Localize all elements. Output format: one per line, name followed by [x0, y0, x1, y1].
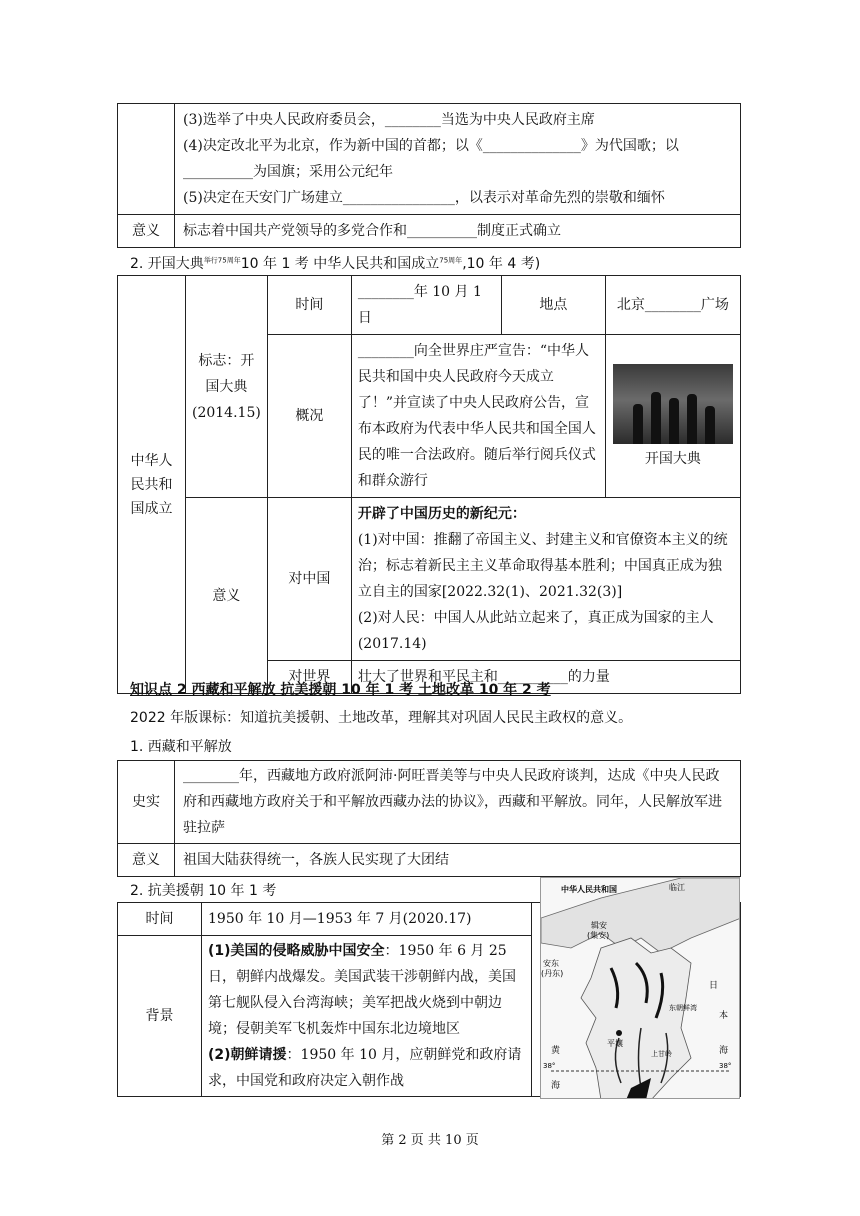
page-footer: 第 2 页 共 10 页: [381, 1133, 479, 1148]
founding-ceremony-photo: [613, 364, 733, 444]
tibet-fact-text: ________年，西藏地方政府派阿沛·阿旺晋美等与中央人民政府谈判，达成《中央人民政府和西藏地方政府关于和平解放西藏办法的协议》，西藏和平解放。同年，人民解放军进驻拉萨: [175, 761, 741, 844]
map-label-huang: 黄: [551, 1046, 561, 1056]
map-label-38-left: 38°: [543, 1062, 556, 1070]
prc-overview-text: ________向全世界庄严宣告：“中华人民共和国中央人民政府今天成立了！”并宣读了中央人民政府公告，宣布本政府为代表中华人民共和国全国人民的唯一合法政府。随后举行阅兵仪式和群众游行: [351, 335, 605, 498]
korea-heading: 2. 抗美援朝 10 年 1 考: [130, 883, 277, 899]
prc-time-value: ________年 10 月 1 日: [351, 276, 501, 335]
korea-background-label: 背景: [118, 936, 202, 1097]
prc-china-content: [351, 498, 740, 661]
prc-place-value: 北京________广场: [605, 276, 740, 335]
top-meaning-label: 意义: [118, 215, 175, 248]
curriculum-standard: 2022 年版课标：知道抗美援朝、土地改革，理解其对巩固人民民主政权的意义。: [130, 710, 633, 726]
prc-world-label: 对世界: [267, 661, 351, 694]
heading-sup-1: 举行75周年: [203, 256, 241, 265]
prc-china-point-2: (2)对人民：中国人从此站立起来了，真正成为国家的主人(2017.14): [357, 610, 714, 652]
korea-bg-2-text: ：1950 年 10 月，应朝鲜党和政府请求，中国党和政府决定入朝作战: [208, 1047, 522, 1089]
knowledge-point-2-heading: 知识点 2 西藏和平解放 抗美援朝 10 年 1 考 土地改革 10 年 2 考: [130, 682, 551, 698]
heading-main: 2. 开国大典: [130, 256, 204, 272]
map-label-jian-paren: (集安): [587, 931, 610, 940]
heading-end: ,10 年 4 考): [462, 256, 541, 272]
map-label-38-right: 38°: [719, 1062, 732, 1070]
top-row-5: (5)决定在天安门广场建立________________，以表示对革命先烈的崇敬和缅怀: [183, 190, 665, 206]
korean-war-map-svg: [541, 878, 740, 1099]
map-label-hai-east: 海: [719, 1046, 729, 1056]
map-label-hai-west: 海: [551, 1081, 561, 1091]
korea-time-label: 时间: [118, 903, 202, 936]
map-label-ben: 本: [719, 1011, 729, 1021]
tibet-meaning-text: 祖国大陆获得统一，各族人民实现了大团结: [175, 844, 741, 877]
section-heading-founding: [130, 253, 540, 273]
map-label-dandong: (丹东): [541, 969, 564, 978]
heading-mid: 10 年 1 考 中华人民共和国成立: [240, 256, 440, 272]
prc-sign-label: [186, 276, 268, 498]
prc-sign-text: 标志：开国大典(2014.15): [192, 352, 261, 421]
top-meaning-text: 标志着中国共产党领导的多党合作和__________制度正式确立: [175, 215, 741, 248]
prc-world-text: 壮大了世界和平民主和__________的力量: [351, 661, 740, 694]
map-label-linjiang: 临江: [669, 883, 685, 892]
prc-meaning-label: 意义: [186, 498, 268, 694]
tibet-table: [117, 760, 741, 877]
tibet-heading: 1. 西藏和平解放: [130, 739, 232, 755]
prc-table: [117, 275, 741, 694]
prc-time-label: 时间: [267, 276, 351, 335]
top-row-4b: __________为国旗；采用公元纪年: [183, 164, 393, 180]
korea-bg-1-title: (1)美国的侵略威胁中国安全: [208, 943, 385, 959]
top-table: [117, 103, 741, 248]
tibet-meaning-label: 意义: [118, 844, 175, 877]
photo-caption: 开国大典: [644, 451, 701, 467]
map-title: 中华人民共和国: [561, 885, 617, 894]
prc-overview-label: 概况: [267, 335, 351, 498]
prc-china-label: 对中国: [267, 498, 351, 661]
korea-background-text: [202, 936, 532, 1097]
top-row-4a: (4)决定改北平为北京，作为新中国的首都；以《______________》为代国歌；以: [183, 138, 679, 154]
map-label-pyongyang: 平壤: [607, 1039, 623, 1048]
top-table-content: [175, 104, 741, 215]
top-row-3: (3)选举了中央人民政府委员会，________当选为中央人民政府主席: [183, 112, 595, 128]
heading-sup-2: 75周年: [439, 256, 463, 265]
korean-war-map: [540, 877, 740, 1099]
korea-bg-1-text: ：1950 年 6 月 25 日，朝鲜内战爆发。美国武装干涉朝鲜内战，美国第七舰队侵入台湾海峡；美军把战火烧到中朝边境；侵朝美军飞机轰炸中国东北边境地区: [208, 943, 516, 1037]
top-table-empty-cell: [118, 104, 175, 215]
map-label-andong: 安东: [543, 959, 559, 968]
korea-bg-2-title: (2)朝鲜请援: [208, 1047, 287, 1063]
prc-place-label: 地点: [501, 276, 605, 335]
prc-photo-cell: [605, 335, 740, 498]
map-label-shangganling: 上甘岭: [651, 1050, 672, 1058]
tibet-fact-label: 史实: [118, 761, 175, 844]
map-label-jian: 辑安: [591, 921, 607, 930]
map-label-ri: 日: [709, 981, 719, 991]
prc-left-label: [118, 276, 186, 694]
prc-china-point-1: (1)对中国：推翻了帝国主义、封建主义和官僚资本主义的统治；标志着新民主主义革命取得基本胜利；中国真正成为独立自主的国家[2022.32(1)、2021.32(3)]: [357, 532, 728, 600]
map-label-east-korea-bay: 东朝鲜湾: [669, 1004, 697, 1012]
prc-china-title: 开辟了中国历史的新纪元：: [357, 506, 526, 522]
prc-left-label-text: 中华人民共和国成立: [130, 452, 173, 517]
korea-time-value: 1950 年 10 月—1953 年 7 月(2020.17): [202, 903, 532, 936]
